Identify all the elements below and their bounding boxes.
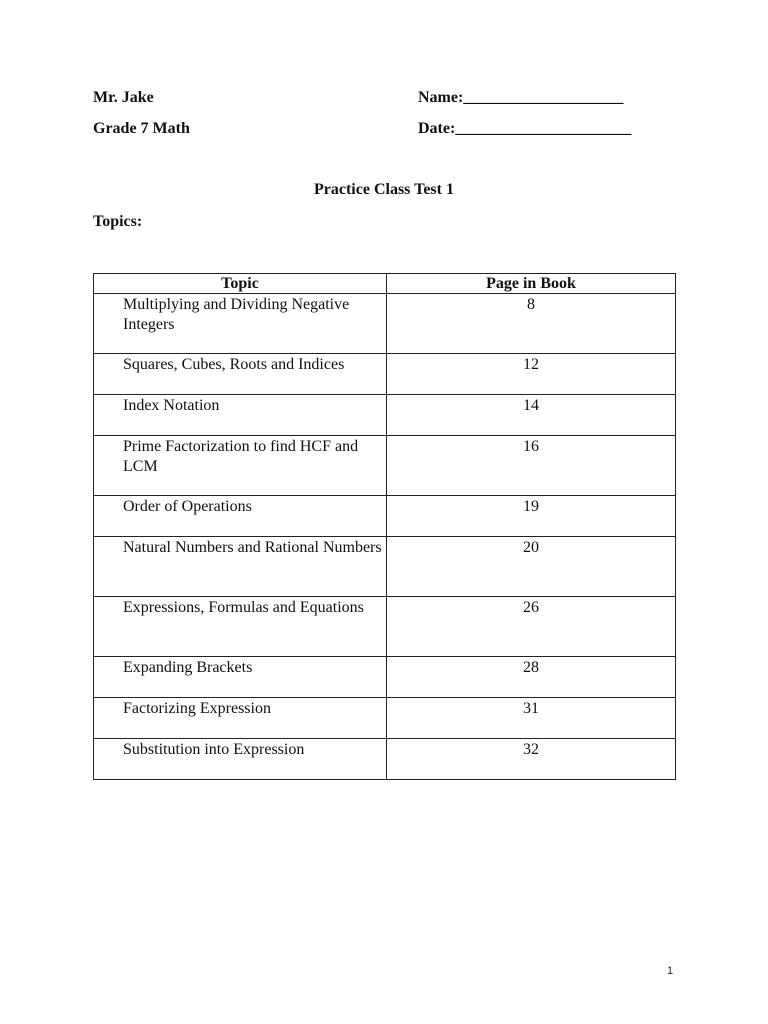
table-row xyxy=(94,657,676,698)
table-row xyxy=(94,698,676,739)
page-cell: 14 xyxy=(387,395,676,436)
column-header-page: Page in Book xyxy=(387,274,676,294)
table-row xyxy=(94,739,676,780)
student-name-field: Name:____________________ xyxy=(418,89,624,106)
page-cell: 28 xyxy=(387,657,676,698)
topic-cell: Order of Operations xyxy=(94,496,387,537)
topic-cell: Expanding Brackets xyxy=(94,657,387,698)
topic-cell: Substitution into Expression xyxy=(94,739,387,780)
table-row xyxy=(94,354,676,395)
table-header-row xyxy=(94,274,676,294)
topic-cell: Multiplying and Dividing Negative Integers xyxy=(94,294,387,354)
table-row xyxy=(94,597,676,657)
topic-cell: Expressions, Formulas and Equations xyxy=(94,597,387,657)
page-cell: 12 xyxy=(387,354,676,395)
column-header-topic: Topic xyxy=(94,274,387,294)
topics-heading: Topics: xyxy=(93,213,143,230)
topic-cell: Prime Factorization to find HCF and LCM xyxy=(94,436,387,496)
page-cell: 20 xyxy=(387,537,676,597)
table-row xyxy=(94,496,676,537)
page-cell: 8 xyxy=(387,294,676,354)
page-cell: 19 xyxy=(387,496,676,537)
table-row xyxy=(94,395,676,436)
table-row xyxy=(94,436,676,496)
topic-cell: Natural Numbers and Rational Numbers xyxy=(94,537,387,597)
topic-cell: Factorizing Expression xyxy=(94,698,387,739)
page-cell: 31 xyxy=(387,698,676,739)
page-cell: 16 xyxy=(387,436,676,496)
table-row xyxy=(94,294,676,354)
topic-cell: Index Notation xyxy=(94,395,387,436)
course-name: Grade 7 Math xyxy=(93,120,190,137)
topics-table xyxy=(93,273,676,780)
topic-cell: Squares, Cubes, Roots and Indices xyxy=(94,354,387,395)
table-row xyxy=(94,537,676,597)
page-cell: 32 xyxy=(387,739,676,780)
test-title: Practice Class Test 1 xyxy=(314,181,454,198)
date-field: Date:______________________ xyxy=(418,120,632,137)
page-cell: 26 xyxy=(387,597,676,657)
page-number: 1 xyxy=(666,965,674,977)
teacher-name: Mr. Jake xyxy=(93,89,154,106)
